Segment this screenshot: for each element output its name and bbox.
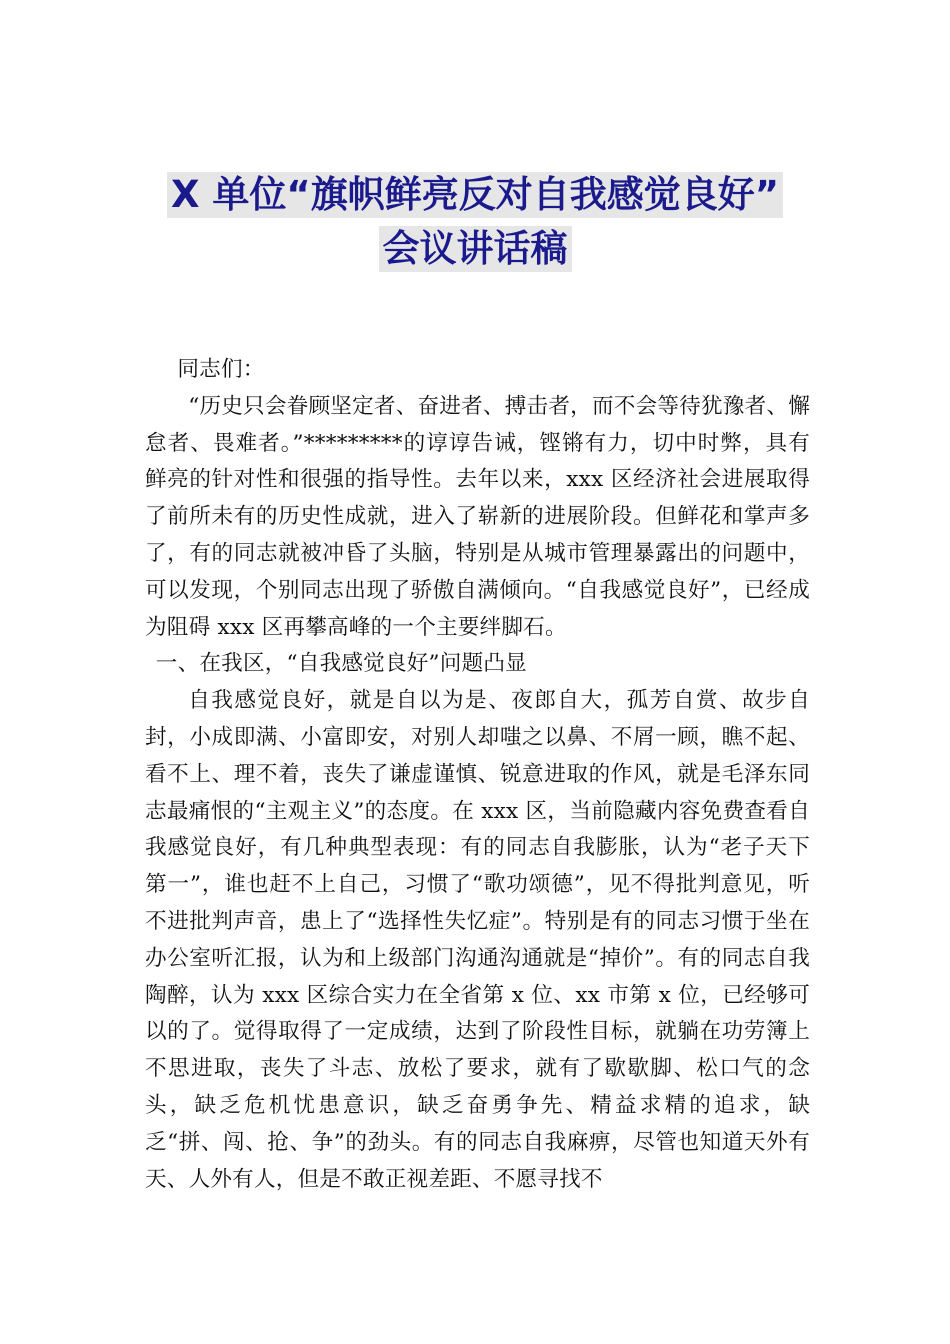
intro-paragraph: “历史只会眷顾坚定者、奋进者、搏击者，而不会等待犹豫者、懈怠者、畏难者。”*********的谆谆告诫，铿锵有力，切中时弊，具有鲜亮的针对性和很强的指导性。去年以来，xxx 区经济社会进展取得了前所未有的历史性成就，进入了崭新的进展阶段。但鲜花和掌声多了，有的同志就被冲昏了头脑，特别是从城市管理暴露出的问题中，可以发现，个别同志出现了骄傲自满倾向。“自我感觉良好”，已经成为阻碍 xxx 区再攀高峰的一个主要绊脚石。 xyxy=(145,393,810,640)
title-line-2: 会议讲话稿 xyxy=(379,226,572,272)
document-title xyxy=(0,172,950,280)
title-line-1: X 单位“旗帜鲜亮反对自我感觉良好” xyxy=(167,172,783,218)
document-body xyxy=(145,352,810,1198)
section-paragraph: 自我感觉良好，就是自以为是、夜郎自大，孤芳自赏、故步自封，小成即满、小富即安，对别人却嗤之以鼻、不屑一顾，瞧不起、看不上、理不着，丧失了谦虚谨慎、锐意进取的作风，就是毛泽东同志最痛恨的“主观主义”的态度。在 xxx 区，当前隐藏内容免费查看自我感觉良好，有几种典型表现：有的同志自我膨胀，认为“老子天下第一”，谁也赶不上自己，习惯了“歌功颂德”，见不得批判意见，听不进批判声音，患上了“选择性失忆症”。特别是有的同志习惯于坐在办公室听汇报，认为和上级部门沟通沟通就是“掉价”。有的同志自我陶醉，认为 xxx 区综合实力在全省第 x 位、xx 市第 x 位，已经够可以的了。觉得取得了一定成绩，达到了阶段性目标，就躺在功劳簿上不思进取，丧失了斗志、放松了要求，就有了歇歇脚、松口气的念头，缺乏危机忧患意识，缺乏奋勇争先、精益求精的追求，缺乏“拼、闯、抢、争”的劲头。有的同志自我麻痹，尽管也知道天外有天、人外有人，但是不敢正视差距、不愿寻找不 xyxy=(145,688,810,1192)
section-heading: 一、在我区，“自我感觉良好”问题凸显 xyxy=(155,651,527,677)
greeting: 同志们： xyxy=(177,357,265,382)
